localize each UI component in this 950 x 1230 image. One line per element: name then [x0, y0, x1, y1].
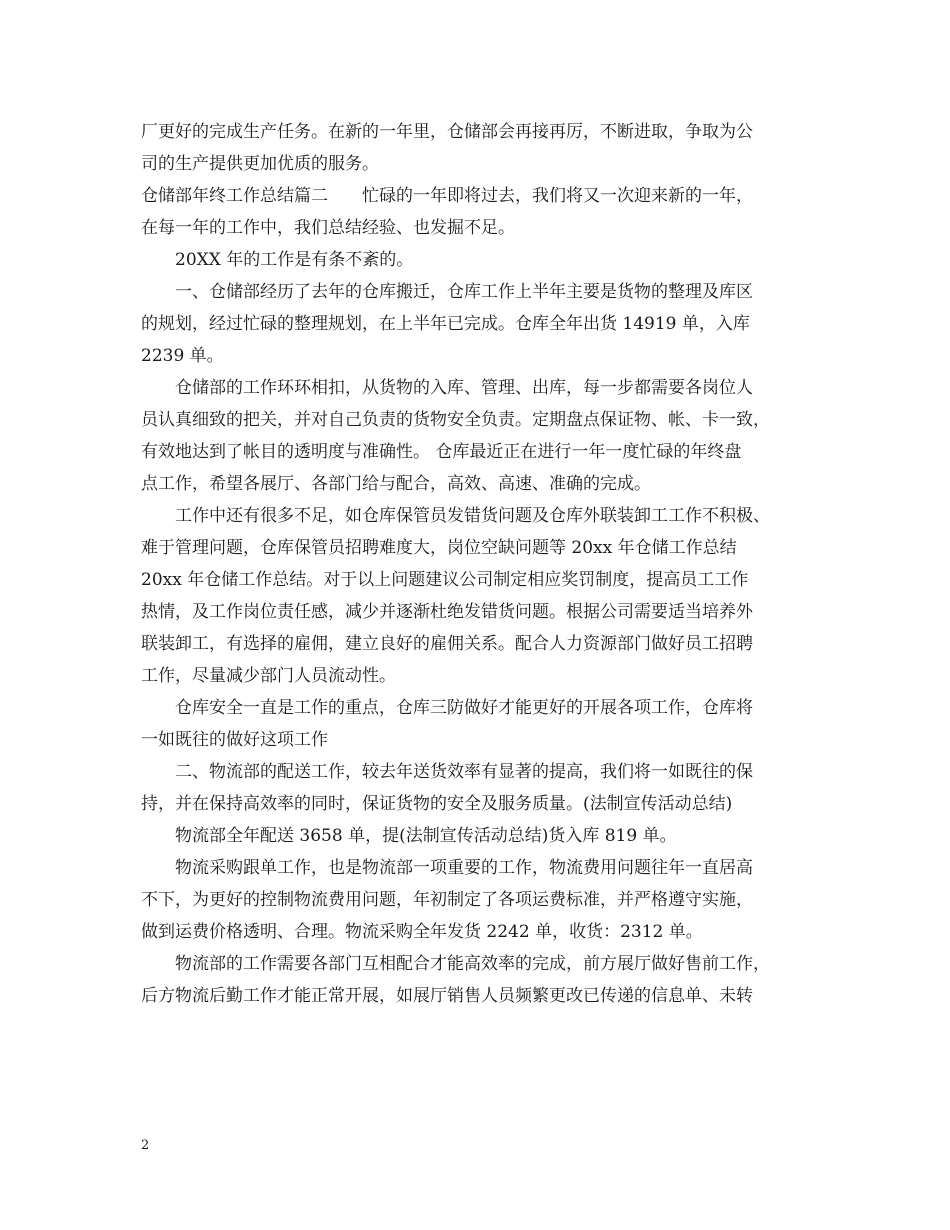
text-line: 物流部的工作需要各部门互相配合才能高效率的完成，前方展厅做好售前工作，: [175, 954, 770, 974]
section-heading-line: 仓储部年终工作总结篇二 忙碌的一年即将过去，我们将又一次迎来新的一年，: [141, 186, 753, 206]
text-line: 做到运费价格透明、合理。物流采购全年发货 2242 单，收货：2312 单。: [141, 922, 703, 942]
text-line: 20XX 年的工作是有条不紊的。: [175, 250, 414, 270]
text-line: 有效地达到了帐目的透明度与准确性。 仓库最近正在进行一年一度忙碌的年终盘: [141, 442, 742, 462]
text-line: 在每一年的工作中，我们总结经验、也发掘不足。: [141, 218, 515, 238]
page-number: 2: [141, 1138, 150, 1153]
text-line: 持，并在保持高效率的同时，保证货物的安全及服务质量。(法制宣传活动总结): [141, 794, 733, 814]
text-line: 一、仓储部经历了去年的仓库搬迁，仓库工作上半年主要是货物的整理及库区: [175, 282, 753, 302]
text-line: 热情，及工作岗位责任感，减少并逐渐杜绝发错货问题。根据公司需要适当培养外: [141, 602, 753, 622]
text-line: 一如既往的做好这项工作: [141, 730, 328, 750]
text-line: 的规划，经过忙碌的整理规划，在上半年已完成。仓库全年出货 14919 单，入库: [141, 314, 750, 334]
document-body: [141, 116, 821, 1012]
text-line: 难于管理问题，仓库保管员招聘难度大，岗位空缺问题等 20xx 年仓储工作总结: [141, 538, 737, 558]
text-line: 工作，尽量减少部门人员流动性。: [141, 666, 396, 686]
text-line: 仓库安全一直是工作的重点，仓库三防做好才能更好的开展各项工作，仓库将: [175, 698, 753, 718]
text-line: 厂更好的完成生产任务。在新的一年里，仓储部会再接再厉，不断进取，争取为公: [141, 122, 753, 142]
text-line: 不下，为更好的控制物流费用问题，年初制定了各项运费标准，并严格遵守实施，: [141, 890, 753, 910]
text-line: 二、物流部的配送工作，较去年送货效率有显著的提高，我们将一如既往的保: [175, 762, 753, 782]
text-line: 员认真细致的把关，并对自己负责的货物安全负责。定期盘点保证物、帐、卡一致，: [141, 410, 770, 430]
text-line: 后方物流后勤工作才能正常开展，如展厅销售人员频繁更改已传递的信息单、未转: [141, 986, 753, 1006]
text-line: 物流部全年配送 3658 单，提(法制宣传活动总结)货入库 819 单。: [175, 826, 677, 846]
text-line: 联装卸工，有选择的雇佣，建立良好的雇佣关系。配合人力资源部门做好员工招聘: [141, 634, 753, 654]
text-line: 2239 单。: [141, 346, 224, 366]
text-line: 司的生产提供更加优质的服务。: [141, 154, 379, 174]
text-line: 20xx 年仓储工作总结。对于以上问题建议公司制定相应奖罚制度，提高员工工作: [141, 570, 749, 590]
text-line: 点工作，希望各展厅、各部门给与配合，高效、高速、准确的完成。: [141, 474, 651, 494]
text-line: 工作中还有很多不足，如仓库保管员发错货问题及仓库外联装卸工工作不积极、: [175, 506, 770, 526]
text-line: 物流采购跟单工作，也是物流部一项重要的工作，物流费用问题往年一直居高: [175, 858, 753, 878]
text-line: 仓储部的工作环环相扣，从货物的入库、管理、出库，每一步都需要各岗位人: [175, 378, 753, 398]
